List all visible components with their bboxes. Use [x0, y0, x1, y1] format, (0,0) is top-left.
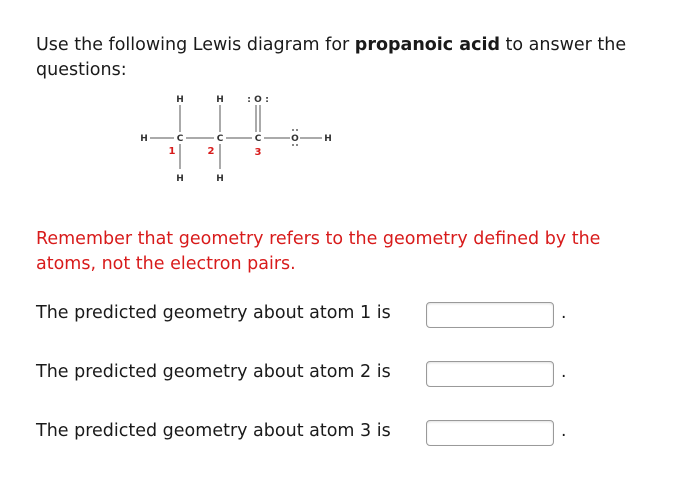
atom-2-geometry-input[interactable]	[426, 361, 554, 387]
lewis-diagram	[130, 88, 360, 188]
atom-number-2: 2	[207, 146, 215, 157]
period: .	[561, 362, 567, 382]
lone-pair-dot	[296, 144, 298, 146]
question-atom-3: The predicted geometry about atom 3 is	[36, 421, 391, 441]
atom-number-3: 3	[254, 147, 262, 158]
period: .	[561, 303, 567, 323]
intro-before: Use the following Lewis diagram for	[36, 35, 355, 55]
atom-h-bottom-2: H	[216, 174, 224, 184]
lone-pair-dot	[292, 129, 294, 131]
atom-1-geometry-input[interactable]	[426, 302, 554, 328]
atom-h-top-2: H	[216, 95, 224, 105]
atom-c3: C	[254, 134, 262, 144]
atom-3-geometry-input[interactable]	[426, 420, 554, 446]
geometry-note: Remember that geometry refers to the geometry defined by the atoms, not the electron pairs.	[36, 229, 601, 274]
period: .	[561, 421, 567, 441]
lone-pair-dot	[296, 129, 298, 131]
atom-h-bottom-1: H	[176, 174, 184, 184]
molecule-name: propanoic acid	[354, 35, 500, 55]
atom-o-double: O	[254, 95, 262, 105]
question-atom-2: The predicted geometry about atom 2 is	[36, 362, 391, 382]
atom-h-top-1: H	[176, 95, 184, 105]
atom-h-right: H	[324, 134, 332, 144]
atom-o-single: O	[291, 134, 299, 144]
question-atom-1: The predicted geometry about atom 1 is	[36, 303, 391, 323]
intro-after: to answer the questions:	[36, 35, 627, 80]
lone-pair-right: :	[265, 95, 269, 105]
atom-number-1: 1	[168, 146, 176, 157]
atom-h-left: H	[140, 134, 148, 144]
lone-pair-left: :	[247, 95, 251, 105]
lone-pair-dot	[292, 144, 294, 146]
atom-c1: C	[176, 134, 184, 144]
intro-text	[36, 33, 656, 83]
atom-c2: C	[216, 134, 224, 144]
